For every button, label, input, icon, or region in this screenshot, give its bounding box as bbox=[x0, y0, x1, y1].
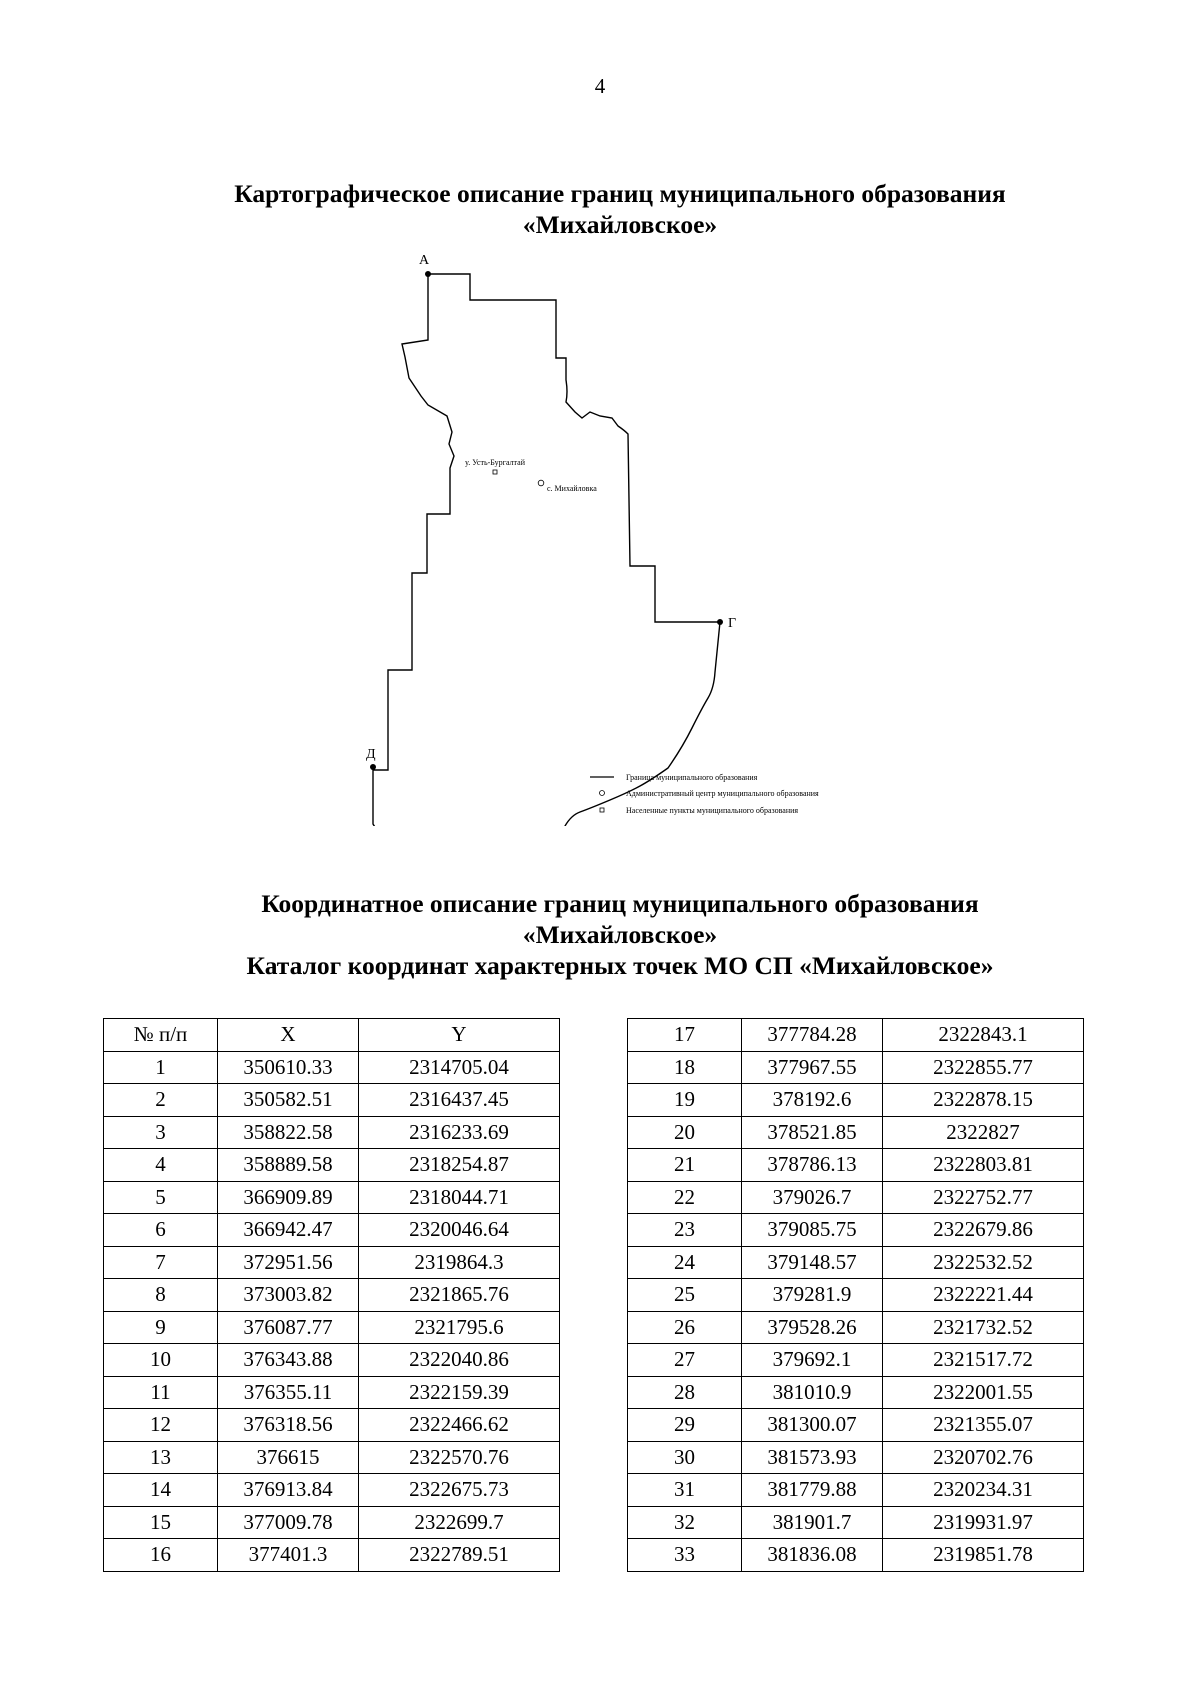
cell-x: 376355.11 bbox=[218, 1376, 359, 1409]
cell-number: 12 bbox=[104, 1409, 218, 1442]
table-row bbox=[628, 1246, 1084, 1279]
legend-circle-icon bbox=[600, 791, 605, 796]
cell-number: 20 bbox=[628, 1116, 742, 1149]
cell-number: 18 bbox=[628, 1051, 742, 1084]
cell-y: 2322855.77 bbox=[883, 1051, 1084, 1084]
cell-y: 2322843.1 bbox=[883, 1019, 1084, 1052]
cell-number: 30 bbox=[628, 1441, 742, 1474]
table-row bbox=[628, 1019, 1084, 1052]
cell-number: 19 bbox=[628, 1084, 742, 1117]
settlement-marker-icon bbox=[493, 470, 497, 474]
cell-y: 2322570.76 bbox=[359, 1441, 560, 1474]
cell-x: 379085.75 bbox=[742, 1214, 883, 1247]
cell-number: 9 bbox=[104, 1311, 218, 1344]
header-x: X bbox=[218, 1019, 359, 1052]
cell-x: 358822.58 bbox=[218, 1116, 359, 1149]
cell-y: 2322040.86 bbox=[359, 1344, 560, 1377]
settlement-mikhailovka bbox=[538, 480, 597, 493]
cell-x: 381010.9 bbox=[742, 1376, 883, 1409]
table-row bbox=[104, 1506, 560, 1539]
settlement-label: у. Усть-Бургалтай bbox=[465, 458, 525, 467]
table-row bbox=[104, 1344, 560, 1377]
cell-y: 2321865.76 bbox=[359, 1279, 560, 1312]
legend-boundary: Граница муниципального образования bbox=[626, 773, 758, 782]
map-title-line2: «Михайловское» bbox=[522, 210, 718, 239]
table-row bbox=[628, 1051, 1084, 1084]
table-row bbox=[628, 1474, 1084, 1507]
cell-y: 2322532.52 bbox=[883, 1246, 1084, 1279]
cell-y: 2320702.76 bbox=[883, 1441, 1084, 1474]
table-row bbox=[104, 1149, 560, 1182]
cell-number: 7 bbox=[104, 1246, 218, 1279]
cell-x: 376913.84 bbox=[218, 1474, 359, 1507]
boundary-vertex-d bbox=[366, 747, 376, 770]
cell-x: 377967.55 bbox=[742, 1051, 883, 1084]
cell-x: 379528.26 bbox=[742, 1311, 883, 1344]
cell-number: 3 bbox=[104, 1116, 218, 1149]
settlement-label: с. Михайловка bbox=[547, 484, 597, 493]
table-row bbox=[628, 1344, 1084, 1377]
cell-x: 381901.7 bbox=[742, 1506, 883, 1539]
boundary-line bbox=[373, 274, 720, 826]
cell-x: 376318.56 bbox=[218, 1409, 359, 1442]
cell-x: 376087.77 bbox=[218, 1311, 359, 1344]
legend-admin-center: Административный центр муниципального образования bbox=[626, 789, 819, 798]
cell-x: 379148.57 bbox=[742, 1246, 883, 1279]
coords-table-right bbox=[627, 1018, 1084, 1572]
table-row bbox=[628, 1214, 1084, 1247]
cell-y: 2322675.73 bbox=[359, 1474, 560, 1507]
cell-y: 2319931.97 bbox=[883, 1506, 1084, 1539]
cell-x: 376343.88 bbox=[218, 1344, 359, 1377]
cell-y: 2316437.45 bbox=[359, 1084, 560, 1117]
table-row bbox=[628, 1279, 1084, 1312]
cell-y: 2318254.87 bbox=[359, 1149, 560, 1182]
cell-number: 29 bbox=[628, 1409, 742, 1442]
cell-number: 8 bbox=[104, 1279, 218, 1312]
map-title-line1: Картографическое описание границ муниципального образования bbox=[234, 179, 1006, 208]
table-row bbox=[628, 1376, 1084, 1409]
cell-y: 2314705.04 bbox=[359, 1051, 560, 1084]
table-row bbox=[628, 1506, 1084, 1539]
table-row bbox=[104, 1409, 560, 1442]
coord-title-line1: Координатное описание границ муниципального образования bbox=[261, 889, 979, 918]
cell-y: 2322159.39 bbox=[359, 1376, 560, 1409]
cell-number: 5 bbox=[104, 1181, 218, 1214]
cell-y: 2322752.77 bbox=[883, 1181, 1084, 1214]
cell-y: 2319851.78 bbox=[883, 1539, 1084, 1572]
table-row bbox=[104, 1181, 560, 1214]
cell-number: 25 bbox=[628, 1279, 742, 1312]
label-d: Д bbox=[366, 747, 376, 762]
cell-y: 2322878.15 bbox=[883, 1084, 1084, 1117]
cell-x: 366942.47 bbox=[218, 1214, 359, 1247]
cell-x: 373003.82 bbox=[218, 1279, 359, 1312]
cell-number: 33 bbox=[628, 1539, 742, 1572]
table-row bbox=[104, 1084, 560, 1117]
cell-number: 24 bbox=[628, 1246, 742, 1279]
cell-y: 2320046.64 bbox=[359, 1214, 560, 1247]
cell-number: 11 bbox=[104, 1376, 218, 1409]
cell-y: 2316233.69 bbox=[359, 1116, 560, 1149]
label-g: Г bbox=[728, 616, 737, 631]
cell-y: 2322699.7 bbox=[359, 1506, 560, 1539]
table-row bbox=[104, 1376, 560, 1409]
cell-x: 381779.88 bbox=[742, 1474, 883, 1507]
cell-x: 377784.28 bbox=[742, 1019, 883, 1052]
cell-number: 1 bbox=[104, 1051, 218, 1084]
coords-table-left bbox=[103, 1018, 560, 1572]
cell-x: 377401.3 bbox=[218, 1539, 359, 1572]
table-row bbox=[628, 1084, 1084, 1117]
cell-number: 6 bbox=[104, 1214, 218, 1247]
cell-y: 2322466.62 bbox=[359, 1409, 560, 1442]
table-row bbox=[104, 1246, 560, 1279]
table-row bbox=[628, 1441, 1084, 1474]
legend-settlements: Населенные пункты муниципального образования bbox=[626, 806, 799, 815]
cell-x: 376615 bbox=[218, 1441, 359, 1474]
cell-number: 4 bbox=[104, 1149, 218, 1182]
table-row bbox=[104, 1214, 560, 1247]
cell-number: 17 bbox=[628, 1019, 742, 1052]
cell-y: 2322001.55 bbox=[883, 1376, 1084, 1409]
cell-number: 28 bbox=[628, 1376, 742, 1409]
table-row bbox=[628, 1409, 1084, 1442]
cell-number: 14 bbox=[104, 1474, 218, 1507]
cell-y: 2320234.31 bbox=[883, 1474, 1084, 1507]
cell-number: 22 bbox=[628, 1181, 742, 1214]
table-header-row bbox=[104, 1019, 560, 1052]
table-row bbox=[628, 1149, 1084, 1182]
coord-title-line2: «Михайловское» bbox=[522, 920, 718, 949]
cell-x: 379026.7 bbox=[742, 1181, 883, 1214]
table-row bbox=[628, 1539, 1084, 1572]
cell-y: 2321732.52 bbox=[883, 1311, 1084, 1344]
cell-x: 381300.07 bbox=[742, 1409, 883, 1442]
cell-number: 15 bbox=[104, 1506, 218, 1539]
cell-x: 379281.9 bbox=[742, 1279, 883, 1312]
cell-number: 2 bbox=[104, 1084, 218, 1117]
settlement-ust-burgaltai bbox=[465, 458, 526, 474]
table-row bbox=[628, 1311, 1084, 1344]
cell-y: 2321517.72 bbox=[883, 1344, 1084, 1377]
cell-number: 23 bbox=[628, 1214, 742, 1247]
table-row bbox=[104, 1441, 560, 1474]
cell-y: 2318044.71 bbox=[359, 1181, 560, 1214]
cell-y: 2322679.86 bbox=[883, 1214, 1084, 1247]
legend-square-icon bbox=[600, 808, 604, 812]
table-row bbox=[628, 1181, 1084, 1214]
cell-number: 10 bbox=[104, 1344, 218, 1377]
cell-y: 2322803.81 bbox=[883, 1149, 1084, 1182]
cell-x: 378192.6 bbox=[742, 1084, 883, 1117]
page-number: 4 bbox=[594, 74, 606, 98]
cell-number: 32 bbox=[628, 1506, 742, 1539]
cell-y: 2322789.51 bbox=[359, 1539, 560, 1572]
cell-x: 381836.08 bbox=[742, 1539, 883, 1572]
cell-y: 2322827 bbox=[883, 1116, 1084, 1149]
cell-x: 381573.93 bbox=[742, 1441, 883, 1474]
table-row bbox=[104, 1474, 560, 1507]
table-row bbox=[104, 1279, 560, 1312]
cell-number: 21 bbox=[628, 1149, 742, 1182]
admin-center-marker-icon bbox=[538, 480, 544, 486]
table-row bbox=[104, 1539, 560, 1572]
cell-y: 2321355.07 bbox=[883, 1409, 1084, 1442]
cell-y: 2319864.3 bbox=[359, 1246, 560, 1279]
cell-number: 31 bbox=[628, 1474, 742, 1507]
header-y: Y bbox=[359, 1019, 560, 1052]
table-row bbox=[628, 1116, 1084, 1149]
cell-y: 2321795.6 bbox=[359, 1311, 560, 1344]
boundary-map bbox=[340, 246, 900, 826]
cell-number: 16 bbox=[104, 1539, 218, 1572]
coord-title-line3: Каталог координат характерных точек МО СП «Михайловское» bbox=[246, 951, 994, 980]
cell-y: 2322221.44 bbox=[883, 1279, 1084, 1312]
cell-x: 379692.1 bbox=[742, 1344, 883, 1377]
cell-number: 26 bbox=[628, 1311, 742, 1344]
cell-x: 372951.56 bbox=[218, 1246, 359, 1279]
cell-x: 377009.78 bbox=[218, 1506, 359, 1539]
table-row bbox=[104, 1116, 560, 1149]
cell-x: 366909.89 bbox=[218, 1181, 359, 1214]
cell-x: 378786.13 bbox=[742, 1149, 883, 1182]
cell-number: 27 bbox=[628, 1344, 742, 1377]
table-row bbox=[104, 1051, 560, 1084]
coord-title bbox=[0, 888, 1200, 981]
cell-x: 378521.85 bbox=[742, 1116, 883, 1149]
cell-x: 350582.51 bbox=[218, 1084, 359, 1117]
header-number: № п/п bbox=[104, 1019, 218, 1052]
table-row bbox=[104, 1311, 560, 1344]
cell-x: 358889.58 bbox=[218, 1149, 359, 1182]
cell-x: 350610.33 bbox=[218, 1051, 359, 1084]
label-a: А bbox=[419, 253, 430, 268]
boundary-vertex-a bbox=[419, 253, 431, 277]
cell-number: 13 bbox=[104, 1441, 218, 1474]
map-title bbox=[0, 178, 1200, 240]
